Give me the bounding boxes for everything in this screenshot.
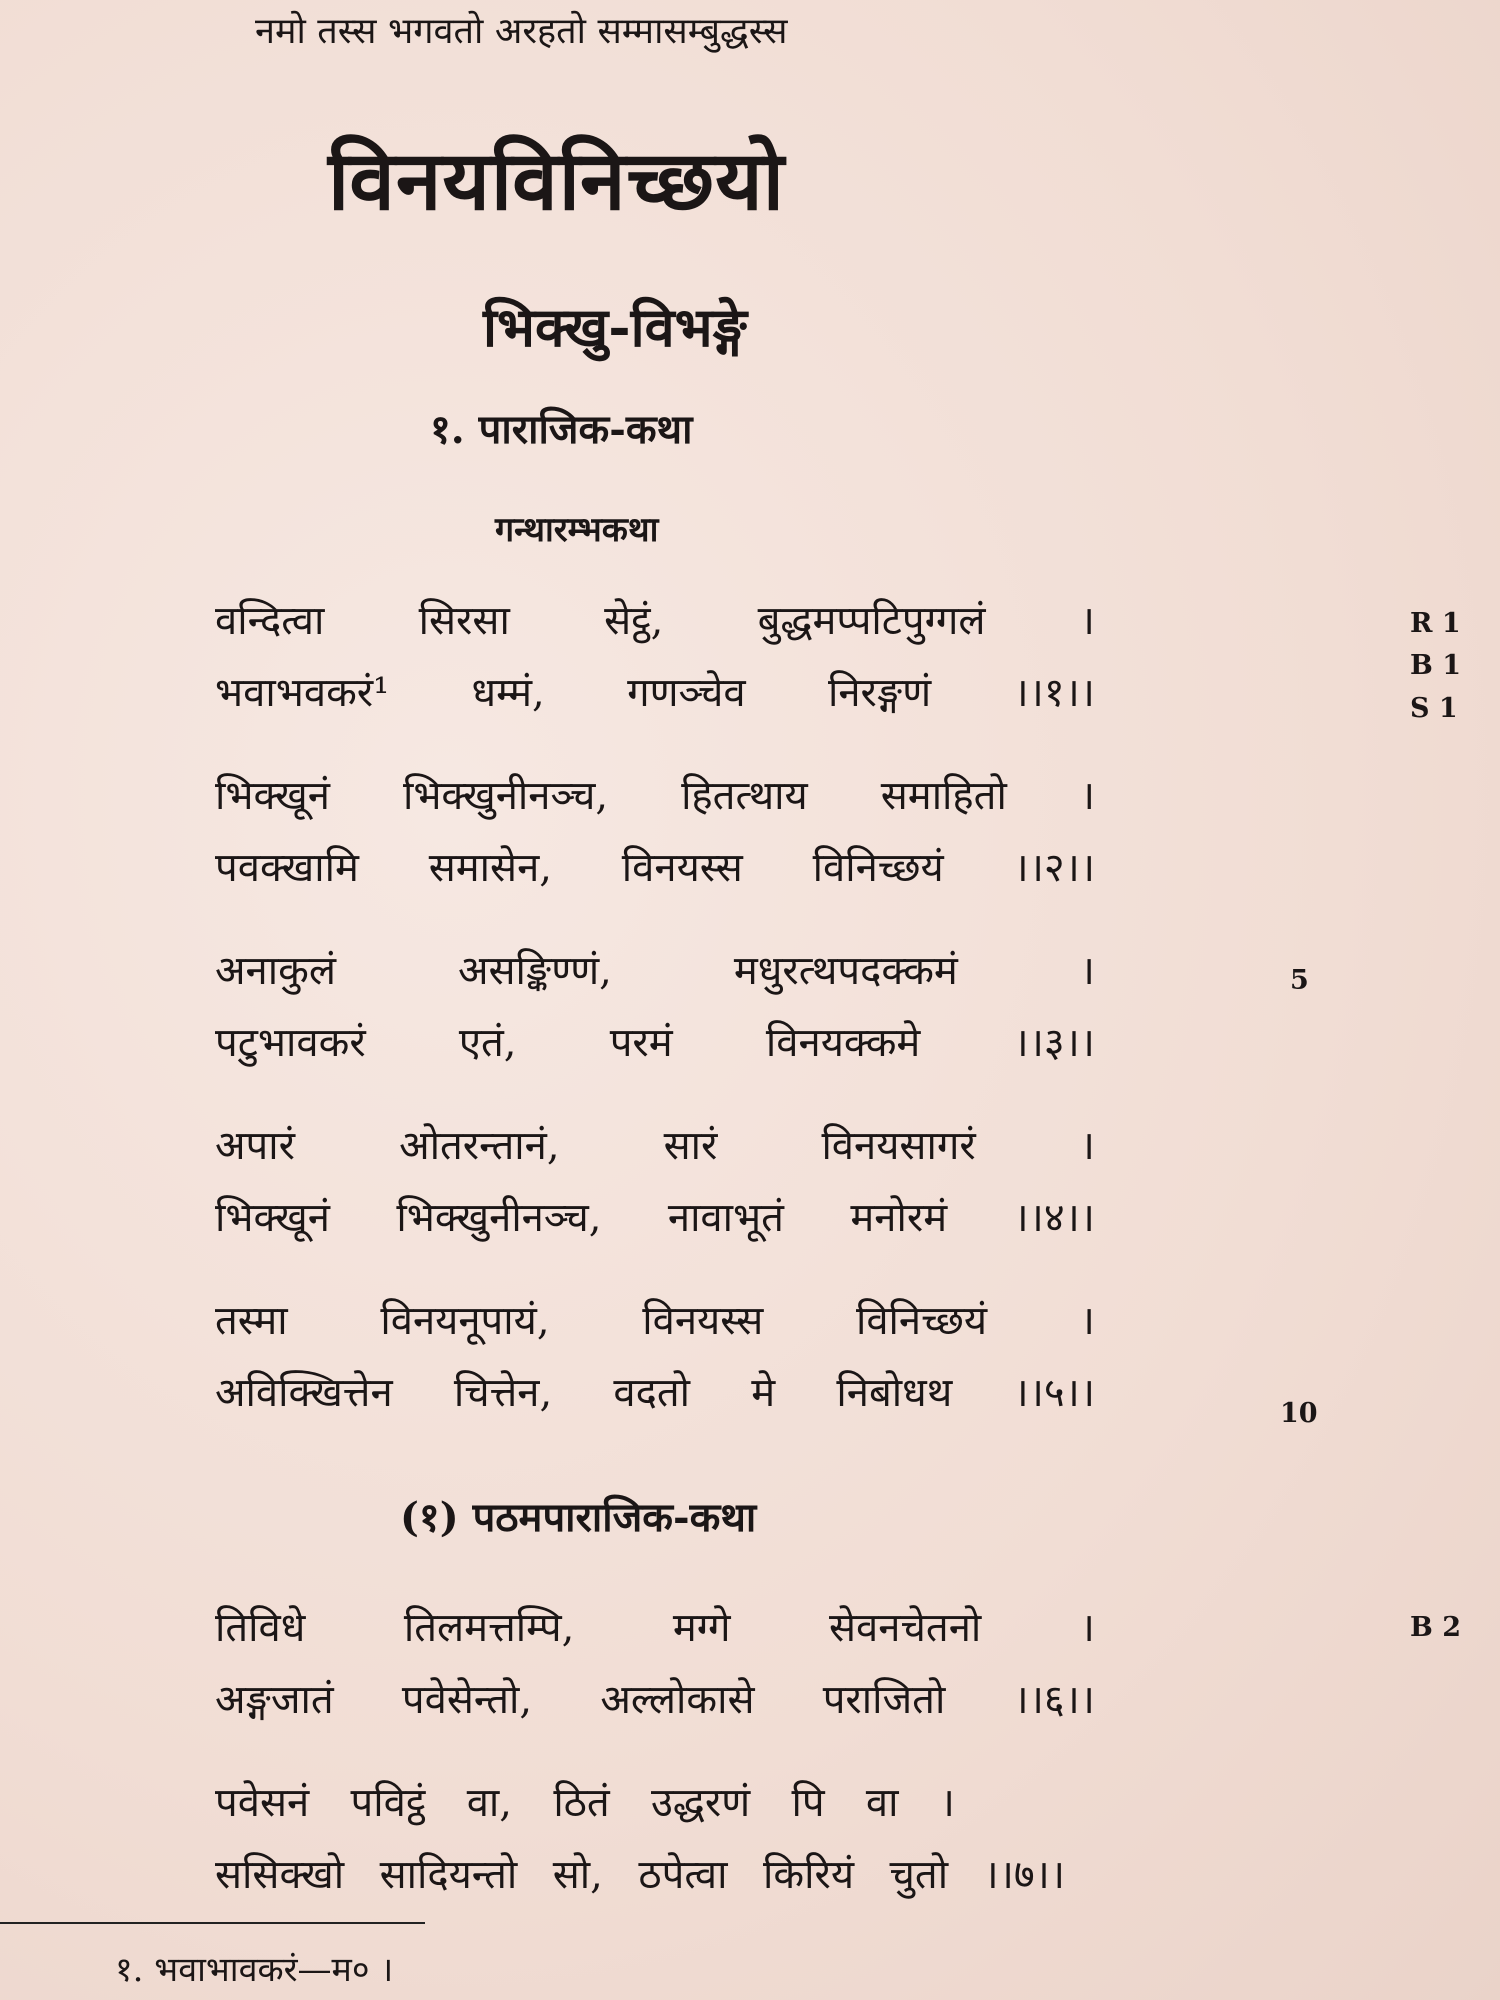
verse-line: पवक्खामि समासेन, विनयस्स विनिच्छयं ।।२।। [215, 845, 1095, 891]
verse-line: तिविधे तिलमत्तम्पि, मग्गे सेवनचेतनो । [215, 1605, 1095, 1651]
page-title: विनयविनिच्छयो [328, 133, 785, 229]
stanza-2 [215, 760, 1095, 904]
stanza-6 [215, 1592, 1095, 1736]
line-number-10: 10 [1280, 1398, 1318, 1429]
footnote: १. भवाभावकरं—म० । [115, 1950, 394, 1990]
stanza-7 [215, 1767, 1065, 1911]
margin-ref-s1: S 1 [1410, 693, 1458, 724]
verse-line: पवेसनं पविट्ठं वा, ठितं उद्धरणं पि वा । [215, 1780, 955, 1826]
subtitle: भिक्खु-विभङ्गे [483, 295, 747, 359]
line-number-5: 5 [1290, 965, 1309, 996]
verse-line: भिक्खूनं भिक्खुनीनञ्च, हितत्थाय समाहितो । [215, 773, 1095, 819]
verse-line: तस्मा विनयनूपायं, विनयस्स विनिच्छयं । [215, 1298, 1095, 1344]
stanza-4 [215, 1110, 1095, 1254]
verse-line: पटुभावकरं एतं, परमं विनयक्कमे ।।३।। [215, 1020, 1095, 1066]
margin-ref-r1: R 1 [1410, 608, 1461, 639]
verse-line: अङ्गजातं पवेसेन्तो, अल्लोकासे पराजितो ।।६।। [215, 1677, 1095, 1723]
verse-line: ससिक्खो सादियन्तो सो, ठपेत्वा किरियं चुतो ।।७।। [215, 1852, 1065, 1898]
footnote-rule [0, 1922, 425, 1924]
stanza-3 [215, 935, 1095, 1079]
verse-line: अपारं ओतरन्तानं, सारं विनयसागरं । [215, 1123, 1095, 1169]
verse-line: भवाभवकरं¹ धम्मं, गणञ्चेव निरङ्गणं ।।१।। [215, 670, 1095, 716]
subsection-heading: गन्थारम्भकथा [495, 510, 659, 550]
verse-line: वन्दित्वा सिरसा सेट्ठं, बुद्धमप्पटिपुग्गलं । [215, 598, 1095, 644]
margin-ref-b1: B 1 [1410, 650, 1462, 681]
stanza-5 [215, 1285, 1095, 1429]
subsection-heading-2: (१) पठमपाराजिक-कथा [400, 1494, 757, 1541]
section-heading: १. पाराजिक-कथा [430, 406, 693, 453]
verse-line: अनाकुलं असङ्किण्णं, मधुरत्थपदक्कमं । [215, 948, 1095, 994]
invocation: नमो तस्स भगवतो अरहतो सम्मासम्बुद्धस्स [255, 11, 788, 52]
verse-line: अविक्खित्तेन चित्तेन, वदतो मे निबोधथ ।।५।। [215, 1370, 1095, 1416]
margin-ref-b2: B 2 [1410, 1612, 1462, 1643]
verse-line: भिक्खूनं भिक्खुनीनञ्च, नावाभूतं मनोरमं ।।४।। [215, 1195, 1095, 1241]
stanza-1 [215, 585, 1095, 729]
